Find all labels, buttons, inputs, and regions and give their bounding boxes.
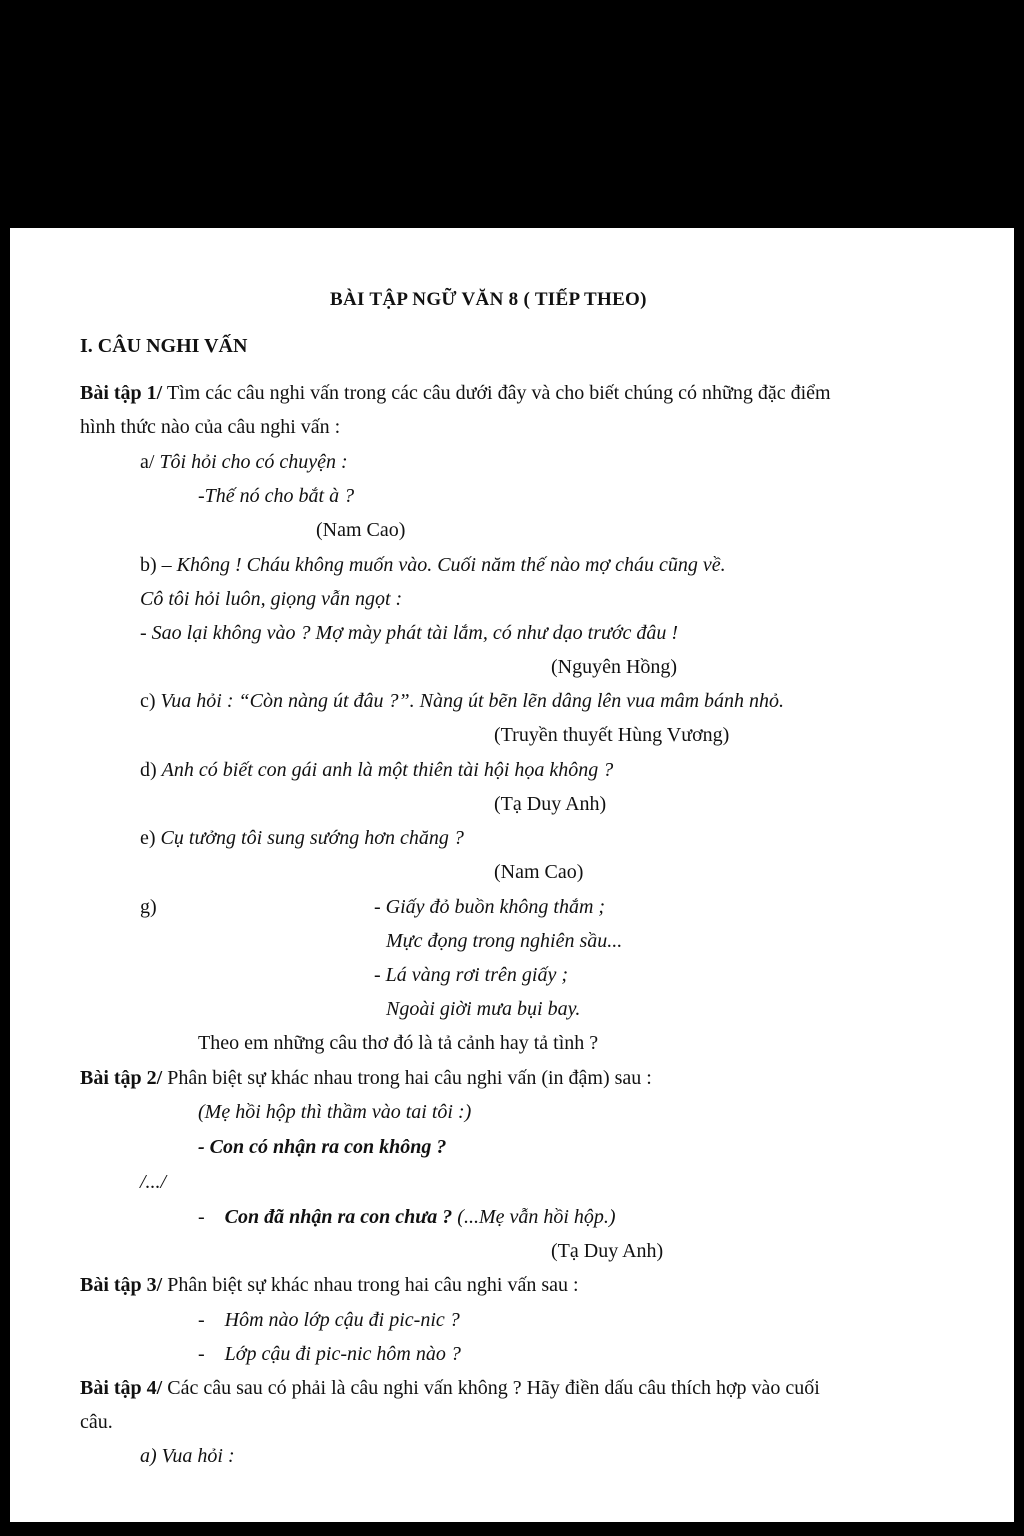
- item-c-label: c): [140, 690, 161, 712]
- item-a-line2: -Thế nó cho bắt à ?: [198, 485, 355, 507]
- exercise-2-line4-note: (...Mẹ vẫn hồi hộp.): [452, 1206, 616, 1228]
- poem-line-4: Ngoài giời mưa bụi bay.: [386, 998, 581, 1020]
- exercise-2-dash: -: [198, 1206, 205, 1228]
- item-a-text: Tôi hỏi cho có chuyện :: [154, 451, 348, 473]
- exercise-2-question-1: - Con có nhận ra con không ?: [198, 1136, 447, 1158]
- item-d-label: d): [140, 759, 162, 781]
- item-b-text: Không ! Cháu không muốn vào. Cuối năm thế nào mợ cháu cũng về.: [176, 554, 726, 576]
- item-d-line1: [140, 758, 613, 782]
- item-c-line1: [140, 689, 784, 713]
- exercise-3-text: Phân biệt sự khác nhau trong hai câu nghi vấn sau :: [162, 1274, 579, 1296]
- exercise-3-prompt: [80, 1273, 579, 1297]
- exercise-2-source: (Tạ Duy Anh): [551, 1240, 664, 1262]
- item-e-source: (Nam Cao): [494, 861, 584, 883]
- item-d-text: Anh có biết con gái anh là một thiên tài hội họa không ?: [161, 759, 614, 781]
- document-title: BÀI TẬP NGỮ VĂN 8 ( TIẾP THEO): [330, 289, 647, 310]
- document-page: [10, 228, 1014, 1522]
- exercise-1-label: Bài tập 1/: [80, 382, 163, 404]
- poem-line-2: Mực đọng trong nghiên sầu...: [386, 930, 623, 952]
- exercise-2-label: Bài tập 2/: [80, 1067, 163, 1089]
- item-e-text: Cụ tưởng tôi sung sướng hơn chăng ?: [160, 827, 464, 849]
- item-b-line1: [140, 553, 726, 577]
- exercise-4-item-a: a) Vua hỏi :: [140, 1445, 235, 1467]
- exercise-2-line1: (Mẹ hồi hộp thì thầm vào tai tôi :): [198, 1101, 472, 1123]
- exercise-3-question-2: Lớp cậu đi pic-nic hôm nào ?: [224, 1343, 461, 1365]
- exercise-2-line4: [198, 1205, 616, 1229]
- exercise-2-text: Phân biệt sự khác nhau trong hai câu nghi vấn (in đậm) sau :: [162, 1067, 652, 1089]
- item-b-source: (Nguyên Hồng): [551, 656, 678, 678]
- exercise-2-ellipsis: /.../: [140, 1171, 167, 1193]
- exercise-3-dash-2: -: [198, 1343, 205, 1365]
- exercise-1-prompt: [80, 381, 831, 405]
- item-d-source: (Tạ Duy Anh): [494, 793, 607, 815]
- exercise-3-dash-1: -: [198, 1309, 205, 1331]
- exercise-2-question-2: Con đã nhận ra con chưa ?: [224, 1206, 453, 1228]
- item-e-line1: [140, 826, 464, 850]
- exercise-4-prompt: [80, 1376, 820, 1400]
- section-heading: I. CÂU NGHI VẤN: [80, 335, 248, 357]
- poem-line-1: - Giấy đỏ buồn không thắm ;: [374, 896, 606, 918]
- exercise-3-label: Bài tập 3/: [80, 1274, 163, 1296]
- exercise-1-text: Tìm các câu nghi vấn trong các câu dưới đây và cho biết chúng có những đặc điểm: [162, 382, 831, 404]
- item-c-text: Vua hỏi : “Còn nàng út đâu ?”. Nàng út bẽn lẽn dâng lên vua mâm bánh nhỏ.: [160, 690, 785, 712]
- item-a-label: a/: [140, 451, 155, 473]
- exercise-4-text: Các câu sau có phải là câu nghi vấn không ? Hãy điền dấu câu thích hợp vào cuối: [162, 1377, 820, 1399]
- item-e-label: e): [140, 827, 161, 849]
- item-b-line3: - Sao lại không vào ? Mợ mày phát tài lắm, có như dạo trước đâu !: [140, 622, 679, 644]
- item-a-source: (Nam Cao): [316, 519, 406, 541]
- exercise-3-line1: [198, 1308, 460, 1332]
- item-a-line1: [140, 450, 348, 474]
- item-g-label: g): [140, 896, 157, 918]
- exercise-4-label: Bài tập 4/: [80, 1377, 163, 1399]
- exercise-1-text-cont: hình thức nào của câu nghi vấn :: [80, 416, 341, 438]
- item-g-question: Theo em những câu thơ đó là tả cảnh hay tả tình ?: [198, 1032, 599, 1054]
- exercise-3-line2: [198, 1342, 461, 1366]
- poem-line-3: - Lá vàng rơi trên giấy ;: [374, 964, 568, 986]
- item-c-source: (Truyền thuyết Hùng Vương): [494, 724, 730, 746]
- item-b-line2: Cô tôi hỏi luôn, giọng vẫn ngọt :: [140, 588, 403, 610]
- exercise-2-prompt: [80, 1066, 652, 1090]
- exercise-3-question-1: Hôm nào lớp cậu đi pic-nic ?: [224, 1309, 460, 1331]
- item-b-label: b) –: [140, 554, 177, 576]
- exercise-4-text-cont: câu.: [80, 1411, 113, 1433]
